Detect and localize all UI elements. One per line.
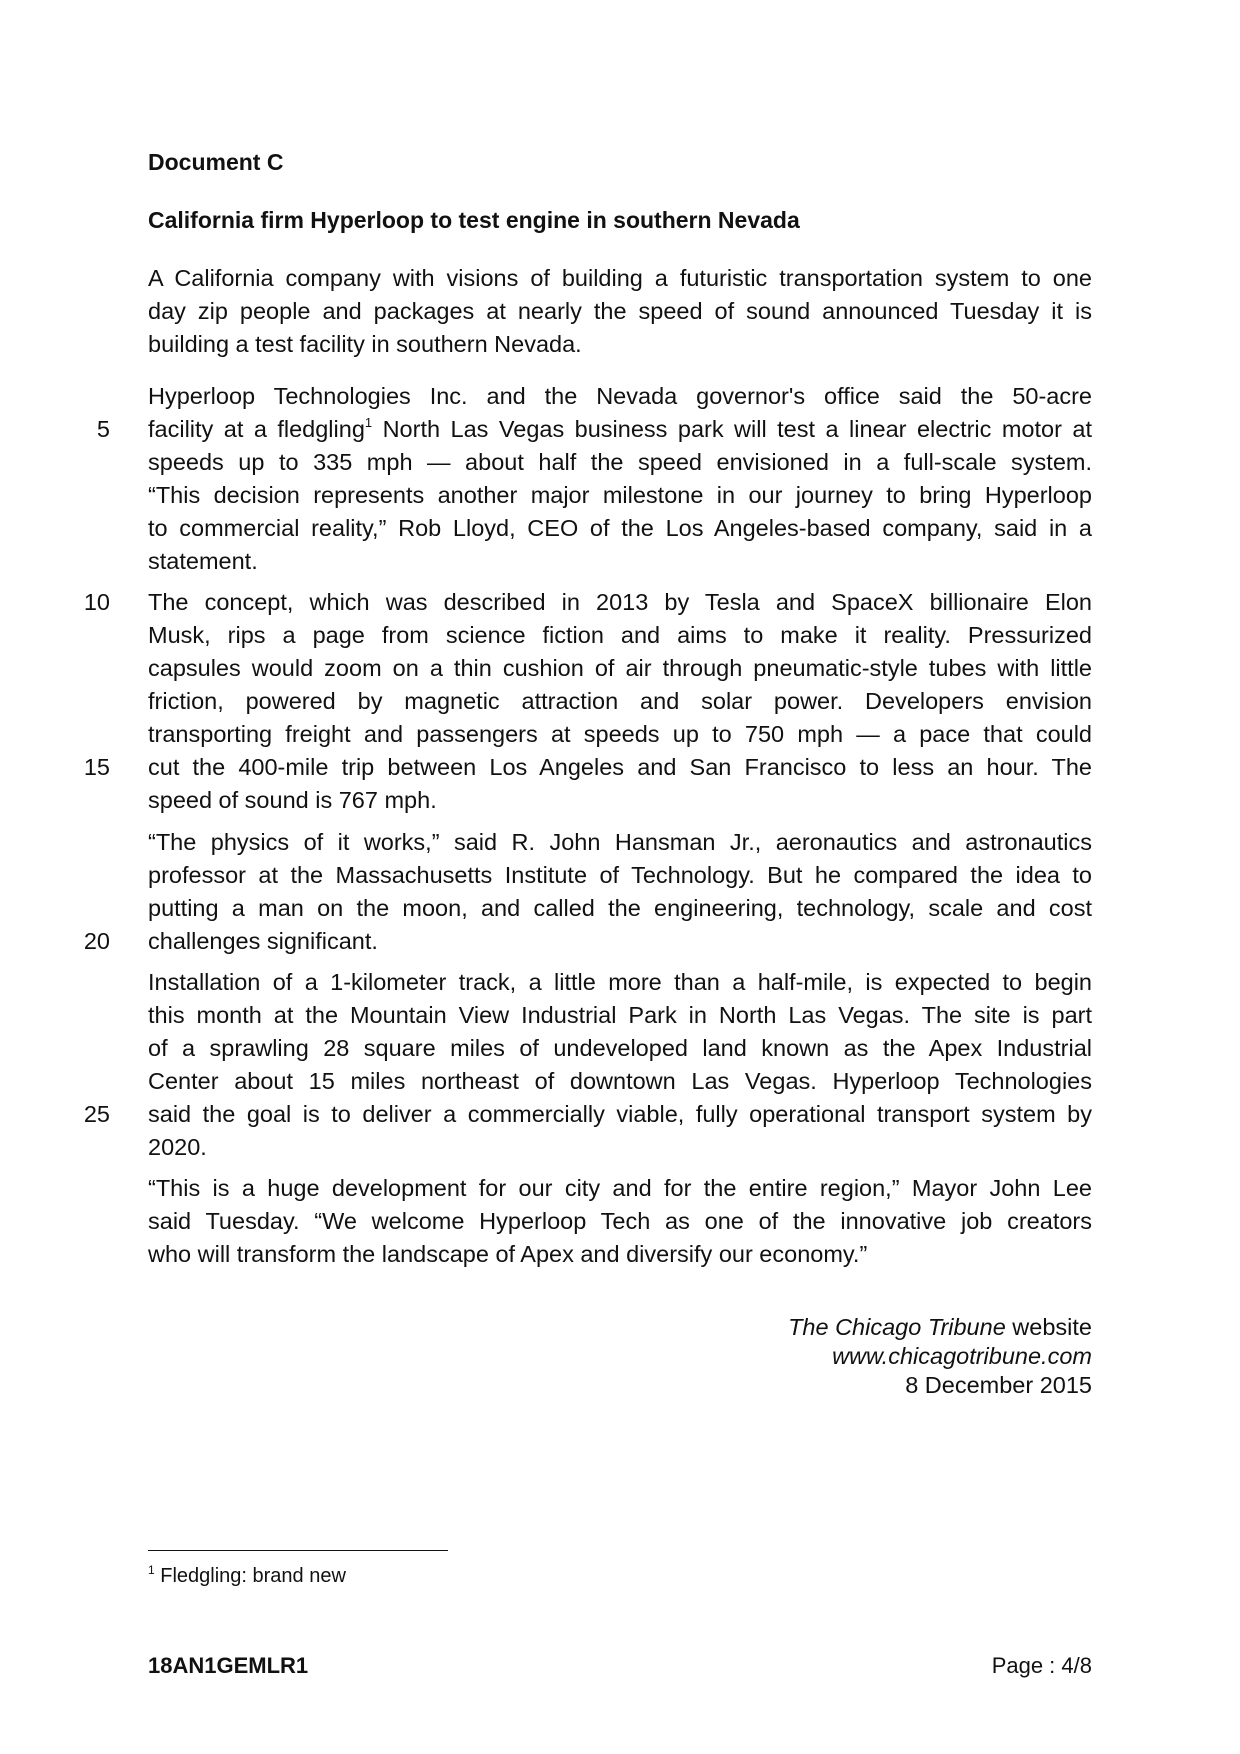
text-line: this month at the Mountain View Industrial Park in North Las Vegas. The site is part — [148, 1002, 1092, 1028]
text-line — [148, 413, 1092, 446]
source-publication-suffix: website — [1005, 1314, 1092, 1340]
source-publication: The Chicago Tribune — [788, 1314, 1006, 1340]
text-line: of a sprawling 28 square miles of undeveloped land known as the Apex Industrial — [148, 1035, 1092, 1061]
footnote-text: Fledgling: brand new — [160, 1565, 346, 1587]
source-url: www.chicagotribune.com — [832, 1343, 1092, 1369]
paragraph-5 — [148, 966, 1092, 1164]
line-number: 25 — [83, 1101, 110, 1127]
document-code: 18AN1GEMLR1 — [148, 1653, 309, 1678]
line-number: 10 — [83, 589, 110, 615]
text-line: A California company with visions of building a futuristic transportation system to one — [148, 265, 1092, 291]
text-line: building a test facility in southern Nevada. — [148, 331, 582, 357]
text-line: cut the 400-mile trip between Los Angeles and San Francisco to less an hour. The — [148, 754, 1092, 780]
text-line: who will transform the landscape of Apex and diversify our economy.” — [148, 1241, 868, 1267]
text-segment: facility at a fledgling — [148, 416, 365, 442]
text-line: challenges significant. — [148, 928, 378, 954]
text-line: 2020. — [148, 1134, 207, 1160]
line-number: 15 — [83, 754, 110, 780]
text-line: “This is a huge development for our city and for the entire region,” Mayor John Lee — [148, 1175, 1092, 1201]
text-line: putting a man on the moon, and called the engineering, technology, scale and cost — [148, 895, 1092, 921]
text-line: Installation of a 1-kilometer track, a little more than a half-mile, is expected to begin — [148, 969, 1092, 995]
text-line: said the goal is to deliver a commercially viable, fully operational transport system by — [148, 1101, 1092, 1127]
line-number: 20 — [83, 928, 110, 954]
footnote-divider — [148, 1550, 448, 1551]
text-line: friction, powered by magnetic attraction and solar power. Developers envision — [148, 688, 1092, 714]
paragraph-1 — [148, 262, 1092, 361]
line-number: 5 — [96, 416, 110, 442]
text-line: speeds up to 335 mph — about half the speed envisioned in a full-scale system. — [148, 449, 1092, 475]
source-date: 8 December 2015 — [905, 1372, 1092, 1398]
text-segment: North Las Vegas business park will test a linear electric motor at — [372, 416, 1092, 442]
text-line: capsules would zoom on a thin cushion of air through pneumatic-style tubes with little — [148, 655, 1092, 681]
footnote-reference: 1 — [364, 415, 373, 430]
text-line: “The physics of it works,” said R. John Hansman Jr., aeronautics and astronautics — [148, 829, 1092, 855]
footnote — [148, 1563, 346, 1589]
text-line: speed of sound is 767 mph. — [148, 787, 437, 813]
paragraph-2 — [148, 380, 1092, 578]
text-line: The concept, which was described in 2013 by Tesla and SpaceX billionaire Elon — [148, 589, 1092, 615]
document-label: Document C — [148, 149, 284, 175]
text-line: Center about 15 miles northeast of downtown Las Vegas. Hyperloop Technologies — [148, 1068, 1092, 1094]
text-line: professor at the Massachusetts Institute of Technology. But he compared the idea to — [148, 862, 1092, 888]
text-line: statement. — [148, 548, 258, 574]
text-line: “This decision represents another major milestone in our journey to bring Hyperloop — [148, 482, 1092, 508]
article-headline: California firm Hyperloop to test engine in southern Nevada — [148, 207, 800, 233]
text-line: Hyperloop Technologies Inc. and the Nevada governor's office said the 50-acre — [148, 383, 1092, 409]
text-line: day zip people and packages at nearly the speed of sound announced Tuesday it is — [148, 298, 1092, 324]
text-line: said Tuesday. “We welcome Hyperloop Tech as one of the innovative job creators — [148, 1208, 1092, 1234]
page-number: Page : 4/8 — [991, 1653, 1092, 1678]
source-publication-line — [788, 1313, 1092, 1342]
paragraph-4 — [148, 826, 1092, 958]
footnote-marker: 1 — [148, 1563, 155, 1577]
paragraph-3 — [148, 586, 1092, 817]
text-line: Musk, rips a page from science fiction and aims to make it reality. Pressurized — [148, 622, 1092, 648]
source-attribution — [788, 1313, 1092, 1400]
paragraph-6 — [148, 1172, 1092, 1271]
text-line: transporting freight and passengers at speeds up to 750 mph — a pace that could — [148, 721, 1092, 747]
text-line: to commercial reality,” Rob Lloyd, CEO of the Los Angeles-based company, said in a — [148, 515, 1092, 541]
